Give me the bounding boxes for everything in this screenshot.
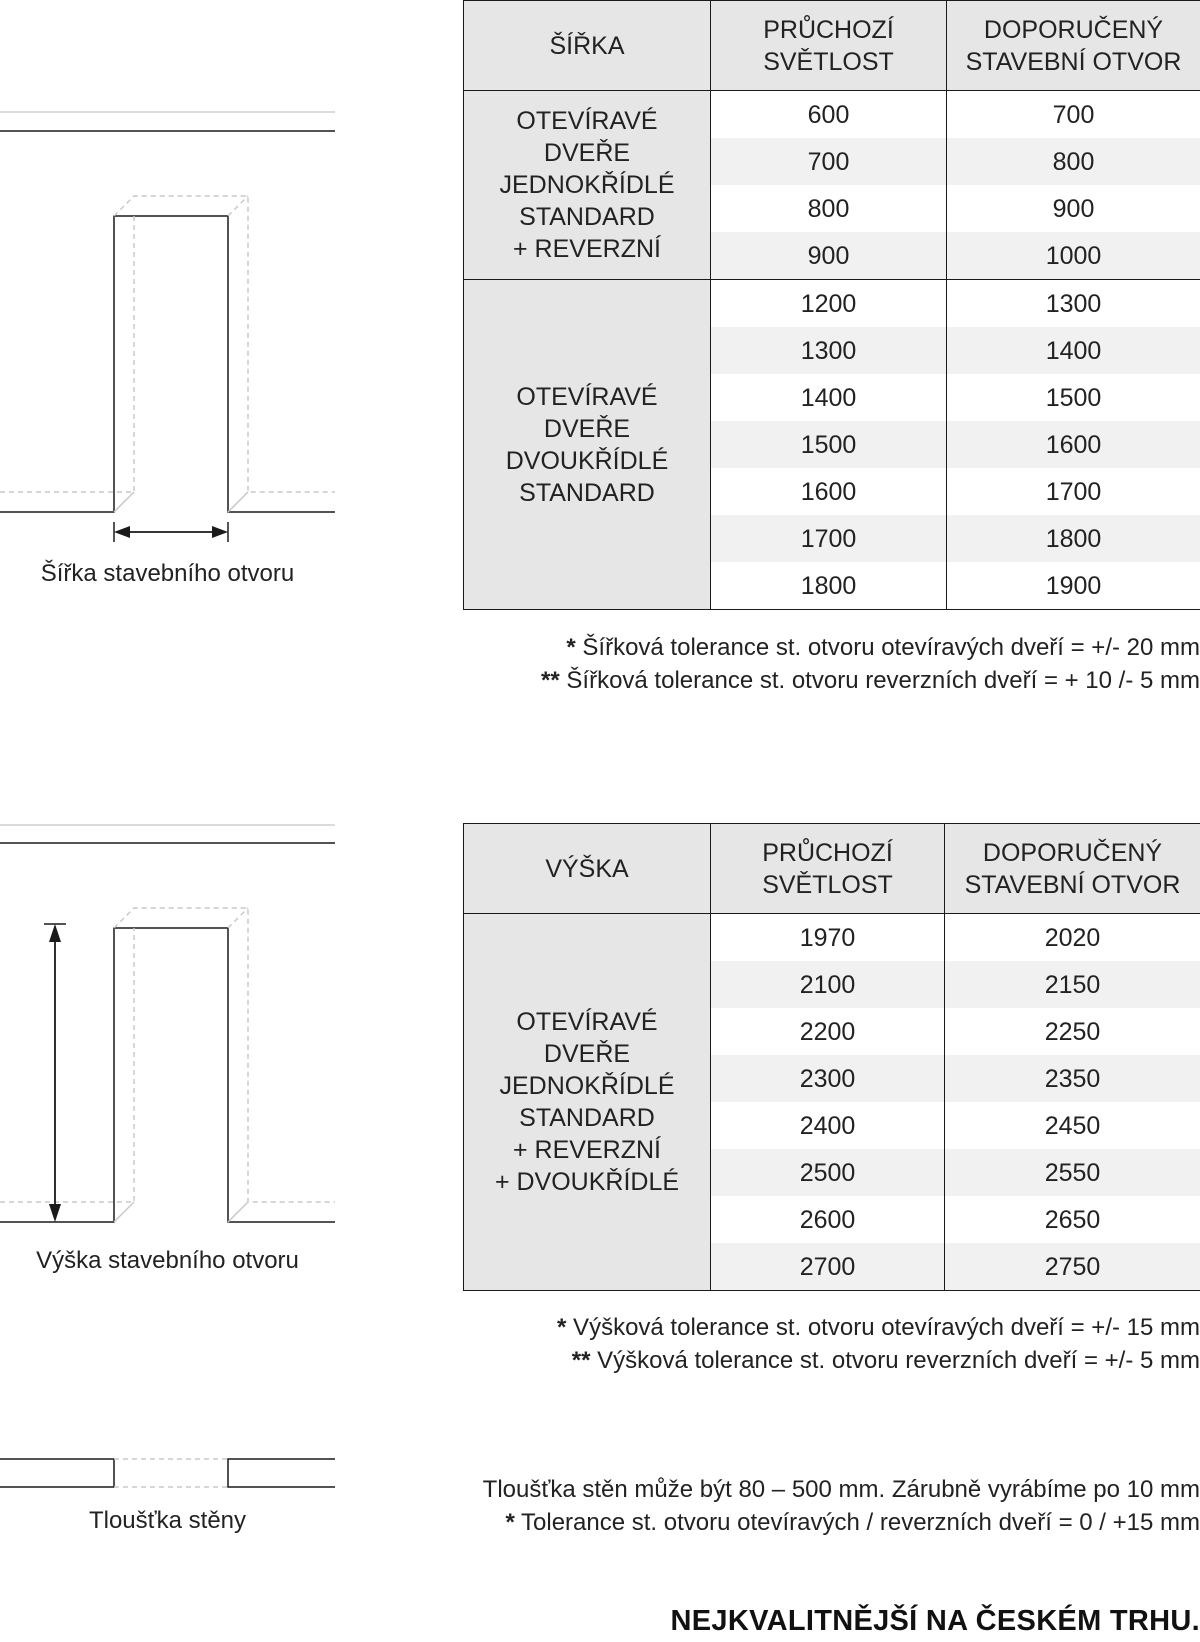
- cell-recommended: 2350: [945, 1055, 1200, 1102]
- width-caption: Šířka stavebního otvoru: [40, 560, 295, 587]
- note-line: * Výšková tolerance st. otvoru otevíravých dveří = +/- 15 mm: [557, 1314, 1200, 1341]
- cell-recommended: 700: [947, 91, 1200, 139]
- group-label-double: OTEVÍRAVÉ DVEŘE DVOUKŘÍDLÉ STANDARD: [464, 280, 711, 610]
- wall-section: [0, 1459, 335, 1487]
- header-clear-opening: PRŮCHOZÍ SVĚTLOST: [711, 824, 945, 914]
- cell-recommended: 800: [947, 138, 1200, 185]
- door-frame-outline: [0, 908, 335, 1222]
- group-label-all: OTEVÍRAVÉ DVEŘE JEDNOKŘÍDLÉ STANDARD + REVERZNÍ + DVOUKŘÍDLÉ: [464, 914, 711, 1291]
- height-caption: Výška stavebního otvoru: [36, 1247, 299, 1274]
- note-line: * Tolerance st. otvoru otevíravých / reverzních dveří = 0 / +15 mm: [505, 1509, 1200, 1536]
- thickness-caption: Tloušťka stěny: [88, 1507, 247, 1534]
- header-width: ŠÍŘKA: [464, 1, 711, 91]
- cell-recommended: 1500: [947, 374, 1200, 421]
- cell-clear: 2100: [711, 961, 945, 1008]
- cell-clear: 1600: [711, 468, 947, 515]
- cell-clear: 700: [711, 138, 947, 185]
- cell-recommended: 900: [947, 185, 1200, 232]
- cell-clear: 1700: [711, 515, 947, 562]
- cell-clear: 1200: [711, 280, 947, 328]
- cell-clear: 1300: [711, 327, 947, 374]
- width-opening-drawing: [0, 100, 340, 540]
- cell-recommended: 2550: [945, 1149, 1200, 1196]
- cell-recommended: 1400: [947, 327, 1200, 374]
- height-table: [463, 823, 1200, 1291]
- cell-recommended: 1300: [947, 280, 1200, 328]
- cell-clear: 1500: [711, 421, 947, 468]
- note-line: * Šířková tolerance st. otvoru otevíravých dveří = +/- 20 mm: [566, 634, 1200, 661]
- cell-recommended: 1800: [947, 515, 1200, 562]
- cell-recommended: 1900: [947, 562, 1200, 610]
- cell-clear: 2400: [711, 1102, 945, 1149]
- cell-clear: 2700: [711, 1243, 945, 1291]
- cell-clear: 1800: [711, 562, 947, 610]
- table-row: [464, 280, 1200, 328]
- header-clear-opening: PRŮCHOZÍ SVĚTLOST: [711, 1, 947, 91]
- table-row: [464, 91, 1200, 139]
- cell-recommended: 2020: [945, 914, 1200, 962]
- width-notes: [541, 631, 1200, 697]
- table-header-row: [464, 824, 1200, 914]
- note-line: ** Šířková tolerance st. otvoru reverzních dveří = + 10 /- 5 mm: [541, 667, 1200, 694]
- cell-clear: 2300: [711, 1055, 945, 1102]
- width-dimension-arrow: [114, 522, 228, 542]
- cell-clear: 1400: [711, 374, 947, 421]
- slogan: NEJKVALITNĚJŠÍ NA ČESKÉM TRHU.: [670, 1605, 1200, 1637]
- header-recommended-opening: DOPORUČENÝ STAVEBNÍ OTVOR: [945, 824, 1200, 914]
- cell-clear: 1970: [711, 914, 945, 962]
- wall-thickness-drawing: [0, 1455, 340, 1495]
- note-line: ** Výšková tolerance st. otvoru reverzních dveří = +/- 5 mm: [571, 1347, 1200, 1374]
- height-opening-drawing: [0, 820, 340, 1230]
- header-recommended-opening: DOPORUČENÝ STAVEBNÍ OTVOR: [947, 1, 1200, 91]
- group-label-single: OTEVÍRAVÉ DVEŘE JEDNOKŘÍDLÉ STANDARD + REVERZNÍ: [464, 91, 711, 280]
- cell-clear: 600: [711, 91, 947, 139]
- height-dimension-arrow: [44, 924, 66, 1222]
- table-header-row: [464, 1, 1200, 91]
- cell-recommended: 2150: [945, 961, 1200, 1008]
- cell-clear: 2500: [711, 1149, 945, 1196]
- cell-clear: 800: [711, 185, 947, 232]
- cell-clear: 900: [711, 232, 947, 280]
- cell-recommended: 1700: [947, 468, 1200, 515]
- wall-top-line: [0, 825, 335, 843]
- door-frame-outline: [0, 196, 335, 512]
- cell-recommended: 1000: [947, 232, 1200, 280]
- cell-recommended: 2650: [945, 1196, 1200, 1243]
- cell-clear: 2600: [711, 1196, 945, 1243]
- cell-recommended: 2750: [945, 1243, 1200, 1291]
- table-row: [464, 914, 1200, 962]
- height-notes: [557, 1311, 1200, 1377]
- wall-top-line: [0, 112, 335, 131]
- cell-recommended: 2250: [945, 1008, 1200, 1055]
- cell-recommended: 1600: [947, 421, 1200, 468]
- width-table: [463, 0, 1200, 610]
- cell-recommended: 2450: [945, 1102, 1200, 1149]
- header-height: VÝŠKA: [464, 824, 711, 914]
- cell-clear: 2200: [711, 1008, 945, 1055]
- thickness-notes: [483, 1473, 1200, 1539]
- note-line: Tloušťka stěn může být 80 – 500 mm. Zárubně vyrábíme po 10 mm: [482, 1476, 1200, 1503]
